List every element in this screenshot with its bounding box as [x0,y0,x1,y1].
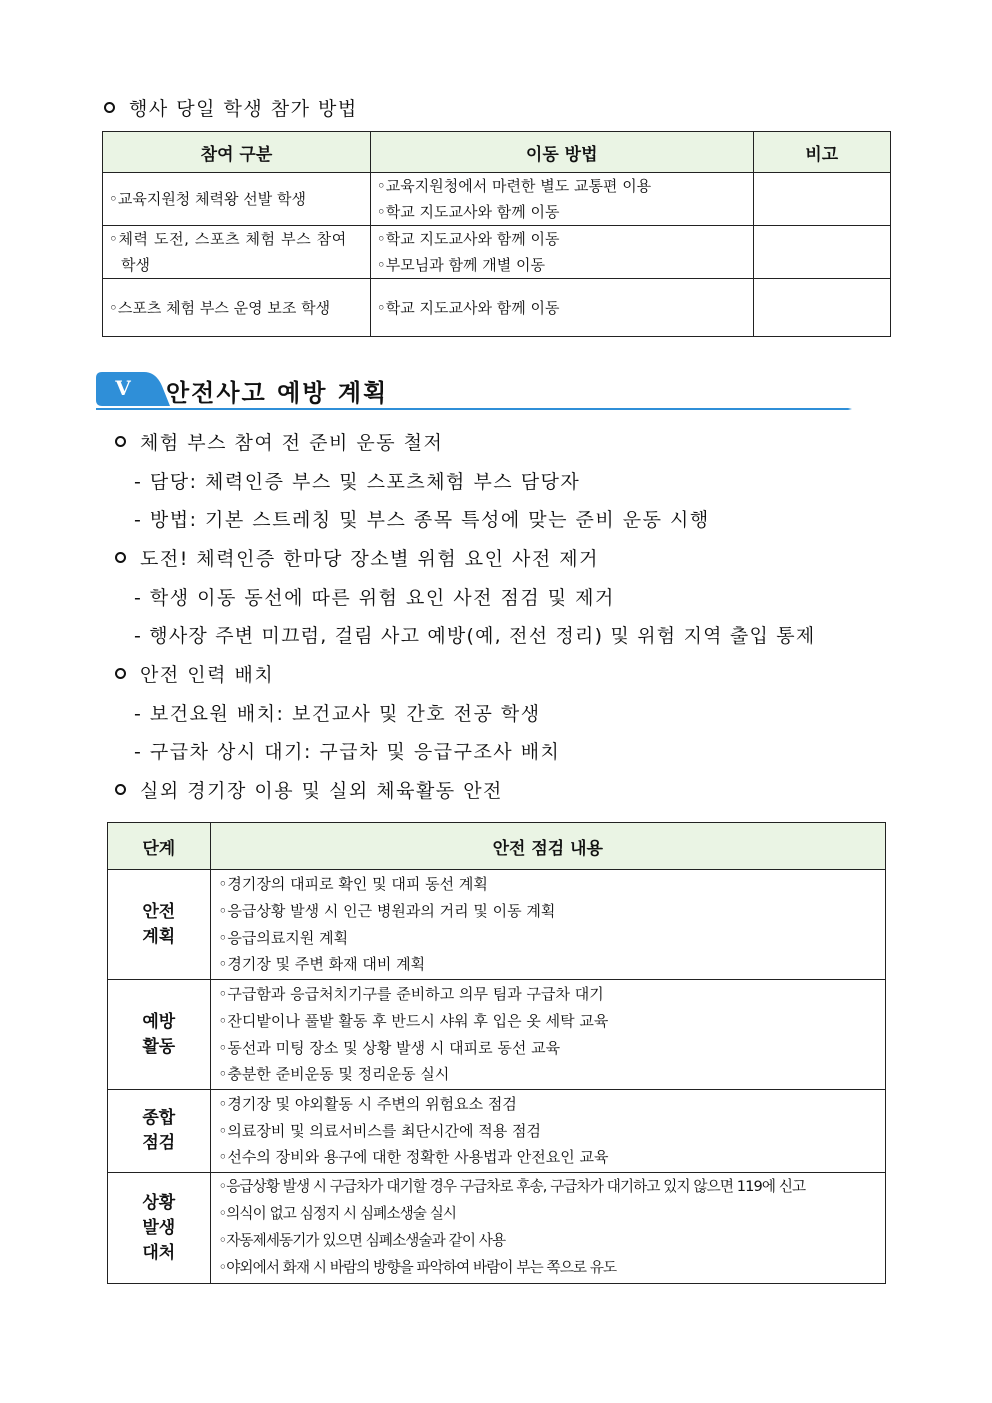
header-method: 이동 방법 [370,132,753,173]
header-content: 안전 점검 내용 [210,823,885,870]
note-cell [753,226,891,279]
table-row [108,1173,886,1284]
section-number: Ⅴ [115,376,131,400]
note-cell [753,279,891,337]
bullet-item: 도전! 체력인증 한마당 장소별 위험 요인 사전 제거 [115,544,599,571]
stage-cell: 예방 활동 [108,980,211,1090]
table-row [103,226,891,279]
circle-bullet-icon [115,552,126,563]
method-cell: ◦학교 지도교사와 함께 이동 [370,279,753,337]
stage-cell: 상황 발생 대처 [108,1173,211,1284]
top-heading: 행사 당일 학생 참가 방법 [104,94,358,121]
circle-bullet-icon [115,436,126,447]
bullet-item: 안전 인력 배치 [115,660,274,687]
circle-bullet-icon [115,668,126,679]
table-row [103,173,891,226]
method-cell: ◦교육지원청에서 마련한 별도 교통편 이용 ◦학교 지도교사와 함께 이동 [370,173,753,226]
content-cell: ◦응급상황 발생 시 구급차가 대기할 경우 구급차로 후송, 구급차가 대기하고 있지 않으면 119에 신고 ◦의식이 없고 심정지 시 심폐소생술 실시 ◦자동제세동기가 있으면 심폐소생술과 같이 사용 ◦야외에서 화재 시 바람의 방향을 파악하여 바람이 부는 쪽으로 유도 [210,1173,885,1284]
section-title: 안전사고 예방 계획 [166,379,389,407]
content-cell: ◦구급함과 응급처치기구를 준비하고 의무 팀과 구급차 대기 ◦잔디밭이나 풀밭 활동 후 반드시 샤워 후 입은 옷 세탁 교육 ◦동선과 미팅 장소 및 상황 발생 시 대피로 동선 교육 ◦충분한 준비운동 및 정리운동 실시 [210,980,885,1090]
table-row [108,870,886,980]
circle-bullet-icon [104,102,115,113]
group-cell: ◦체력 도전, 스포츠 체험 부스 참여 학생 [103,226,371,279]
safety-check-table [107,822,886,1284]
note-cell [753,173,891,226]
table-row [108,980,886,1090]
header-group: 참여 구분 [103,132,371,173]
table-row [103,279,891,337]
section-banner [96,372,856,412]
sub-item: - 행사장 주변 미끄럼, 걸림 사고 예방(예, 전선 정리) 및 위험 지역 출입 통제 [134,625,816,647]
header-stage: 단계 [108,823,211,870]
stage-cell: 안전 계획 [108,870,211,980]
group-cell: ◦스포츠 체험 부스 운영 보조 학생 [103,279,371,337]
content-cell: ◦경기장의 대피로 확인 및 대피 동선 계획 ◦응급상황 발생 시 인근 병원과의 거리 및 이동 계획 ◦응급의료지원 계획 ◦경기장 및 주변 화재 대비 계획 [210,870,885,980]
table-header-row [103,132,891,173]
bullet-item: 체험 부스 참여 전 준비 운동 철저 [115,428,443,455]
sub-item: - 학생 이동 동선에 따른 위험 요인 사전 점검 및 제거 [134,587,615,609]
sub-item: - 방법: 기본 스트레칭 및 부스 종목 특성에 맞는 준비 운동 시행 [134,509,710,531]
participation-table [102,131,891,337]
sub-item: - 보건요원 배치: 보건교사 및 간호 전공 학생 [134,703,541,725]
circle-bullet-icon [115,784,126,795]
method-cell: ◦학교 지도교사와 함께 이동 ◦부모님과 함께 개별 이동 [370,226,753,279]
table-header-row [108,823,886,870]
content-cell: ◦경기장 및 야외활동 시 주변의 위험요소 점검 ◦의료장비 및 의료서비스를 최단시간에 적용 점검 ◦선수의 장비와 용구에 대한 정확한 사용법과 안전요인 교육 [210,1090,885,1173]
group-cell: ◦교육지원청 체력왕 선발 학생 [103,173,371,226]
sub-item: - 구급차 상시 대기: 구급차 및 응급구조사 배치 [134,741,561,763]
table-row [108,1090,886,1173]
stage-cell: 종합 점검 [108,1090,211,1173]
header-note: 비고 [753,132,891,173]
bullet-item: 실외 경기장 이용 및 실외 체육활동 안전 [115,776,503,803]
sub-item: - 담당: 체력인증 부스 및 스포츠체험 부스 담당자 [134,471,581,493]
